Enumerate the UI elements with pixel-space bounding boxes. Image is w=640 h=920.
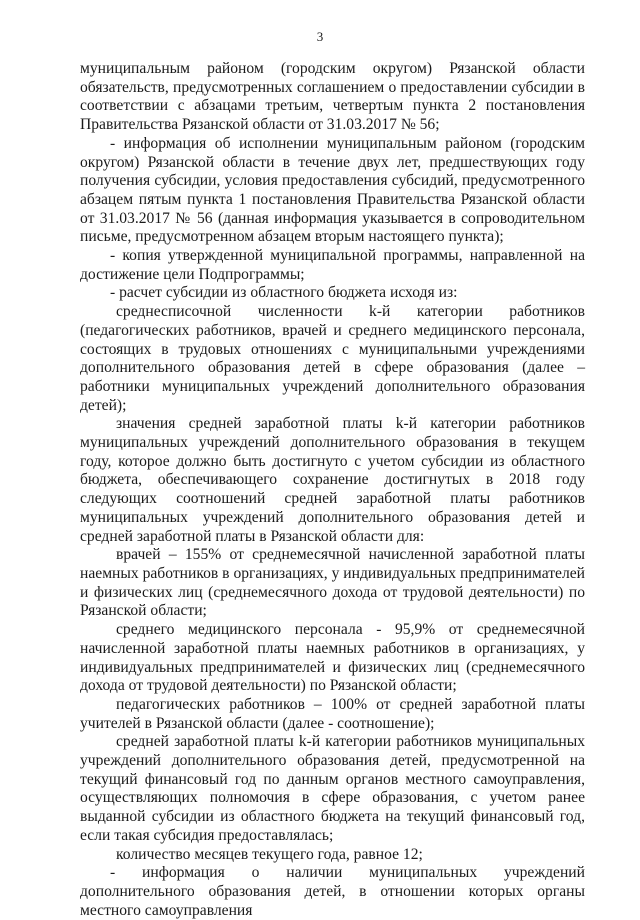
paragraph: - информация об исполнении муниципальным районом (городским округом) Рязанской области в течение двух лет, предшествующих году получения субсидии, условия предоставления субсидий, предусмотренного абзацем пятым пункта 1 постановления Правительства Рязанской области от 31.03.2017 № 56 (данная информация указывается в сопроводительном письме, предусмотренном абзацем вторым настоящего пункта);	[80, 134, 585, 246]
paragraph: количество месяцев текущего года, равное 12;	[116, 845, 423, 863]
paragraph: - копия утвержденной муниципальной программы, направленной на достижение цели Подпрограммы;	[80, 247, 585, 283]
paragraph: средней заработной платы k-й категории работников муниципальных учреждений дополнительного образования детей, предусмотренной на текущий финансовый год по данным органов местного самоуправления, осуществляющих полномочия в сфере образования, с учетом ранее выданной субсидии из областного бюджета на текущий финансовый год, если такая субсидия предоставлялась;	[80, 733, 585, 844]
paragraph: среднего медицинского персонала - 95,9% от среднемесячной начисленной заработной платы наемных работников в организациях, у индивидуальных предпринимателей и физических лиц (среднемесячного дохода от трудовой деятельности) по Рязанской области;	[80, 621, 585, 695]
paragraph: - расчет субсидии из областного бюджета исходя из:	[110, 284, 458, 302]
paragraph: среднесписочной численности k-й категории работников (педагогических работников, врачей и среднего медицинского персонала, состоящих в трудовых отношениях с муниципальными учреждениями дополнительного образования детей в сфере образования (далее – работники муниципальных учреждений дополнительного образования детей);	[80, 303, 585, 414]
document-body	[80, 60, 585, 920]
paragraph: врачей – 155% от среднемесячной начисленной заработной платы наемных работников в организациях, у индивидуальных предпринимателей и физических лиц (среднемесячного дохода от трудовой деятельности) по Рязанской области;	[80, 546, 585, 620]
paragraph: муниципальным районом (городским округом) Рязанской области обязательств, предусмотренных соглашением о предоставлении субсидии в соответствии с абзацами третьим, четвертым пункта 2 постановления Правительства Рязанской области от 31.03.2017 № 56;	[80, 60, 585, 134]
page-number: 3	[316, 29, 324, 44]
paragraph: значения средней заработной платы k-й категории работников муниципальных учреждений дополнительного образования в текущем году, которое должно быть достигнуто с учетом субсидии из областного бюджета, обеспечивающего сохранение достигнутых в 2018 году следующих соотношений средней заработной платы работников муниципальных учреждений дополнительного образования детей и средней заработной платы в Рязанской области для:	[80, 415, 585, 545]
paragraph: педагогических работников – 100% от средней заработной платы учителей в Рязанской области (далее - соотношение);	[80, 695, 585, 732]
paragraph: - информация о наличии муниципальных учреждений дополнительного образования детей, в отношении которых органы местного самоуправления	[80, 864, 585, 919]
